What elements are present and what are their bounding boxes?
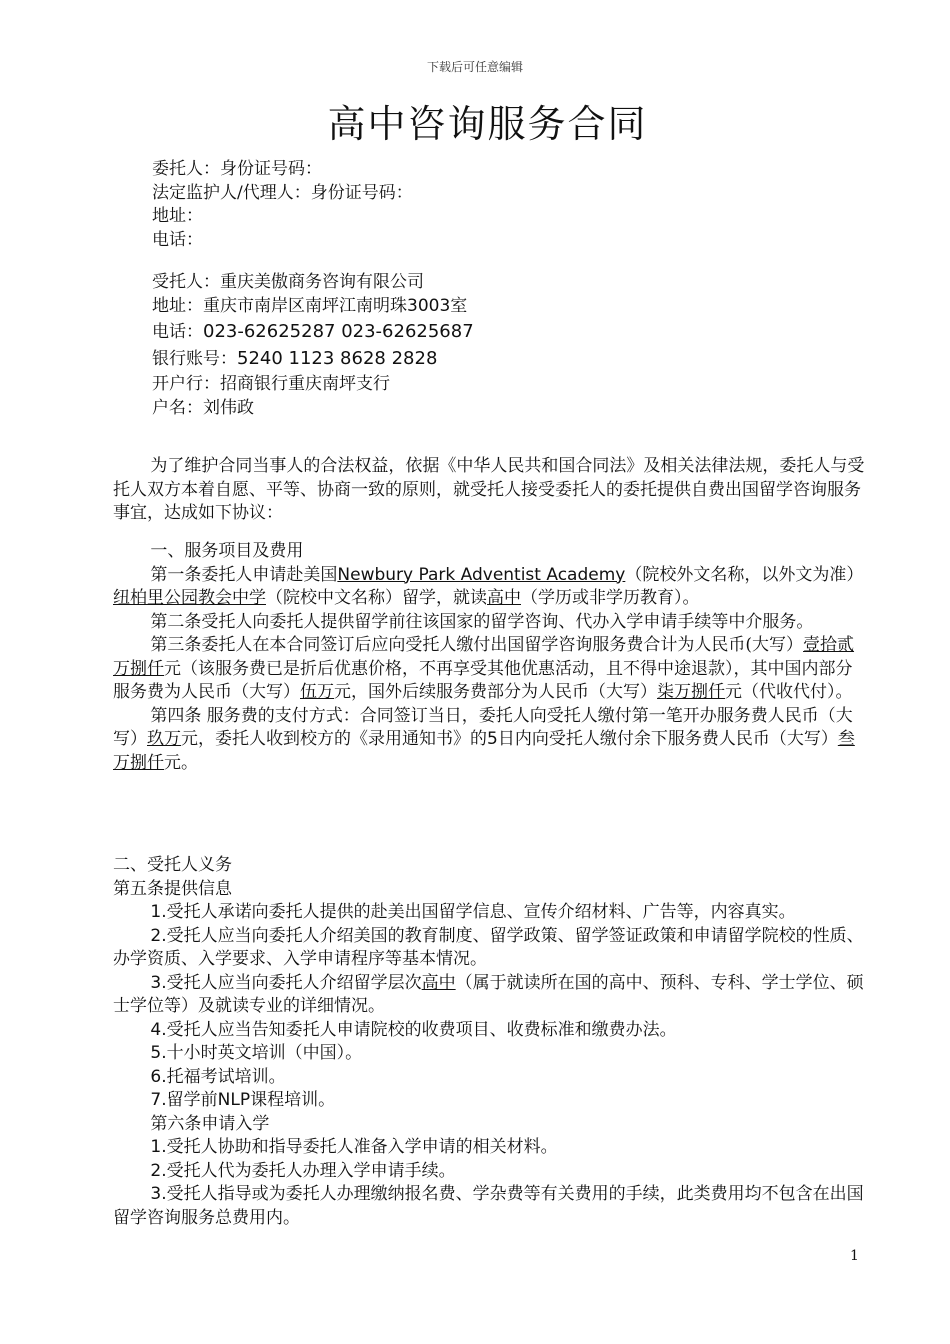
article-5-item-3 <box>113 972 865 1019</box>
article-6-title: 第六条申请入学 <box>150 1113 270 1134</box>
study-level: 高中 <box>421 972 456 993</box>
article-6-item-2 <box>113 1160 865 1184</box>
agent-room-number: 3003 <box>407 295 451 316</box>
article-1-text-d: （学历或非学历教育）。 <box>521 588 700 608</box>
agent-phone-label: 电话： <box>152 322 203 342</box>
agent-address-text: 地址：重庆市南岸区南坪江南明珠 <box>152 295 407 316</box>
item-number: 7. <box>150 1090 167 1110</box>
item-text: 十小时英文培训（中国）。 <box>166 1043 363 1063</box>
article-5-item-1 <box>113 901 865 925</box>
item-number: 4. <box>150 1019 167 1040</box>
article-1-text-b: （院校外文名称，以外文为准） <box>625 564 864 585</box>
article-3 <box>113 634 865 705</box>
article-1 <box>113 564 865 611</box>
client-address-line: 地址： <box>152 206 203 226</box>
article-5-item-4 <box>113 1019 865 1043</box>
agent-phone-value: 023-62625287 023-62625687 <box>203 321 474 342</box>
preamble-paragraph <box>113 455 865 526</box>
agent-address-line <box>152 295 474 319</box>
payment-days: 5 <box>487 729 498 749</box>
item-text: （属于就读所在国的高中、预科、专科、学士学位、硕士学位等）及就读专业的详细情况。 <box>113 972 864 1016</box>
article-1-text-c: （院校中文名称）留学，就读 <box>266 588 487 608</box>
header-note: 下载后可任意编辑 <box>426 60 523 74</box>
article-2: 第二条受托人向委托人提供留学前往该国家的留学咨询、代办入学申请手续等中介服务。 <box>150 611 814 632</box>
article-5-item-7 <box>113 1089 865 1113</box>
client-line: 委托人：身份证号码： <box>152 159 322 179</box>
article-4-text-d: 元。 <box>164 752 198 773</box>
client-phone-line: 电话： <box>152 229 203 250</box>
document-title: 高中咨询服务合同 <box>327 102 648 146</box>
item-text: 留学前 <box>166 1090 218 1110</box>
article-4-text-a: 第四条 服务费的支付方式：合同签订当日，委托人向受托人缴付第一笔开办服务费人民币（大写） <box>113 705 853 749</box>
domestic-fee-amount: 伍万 <box>300 682 334 702</box>
total-fee-amount: 壹拾贰万捌仟 <box>113 635 855 679</box>
item-number: 1. <box>150 1137 167 1157</box>
item-text: 受托人承诺向委托人提供的赴美出国留学信息、宣传介绍材料、广告等，内容真实。 <box>166 902 796 922</box>
article-3-text-a: 第三条委托人在本合同签订后应向受托人缴付出国留学咨询服务费合计为人民币(大写） <box>150 635 804 655</box>
item-text: 受托人代为委托人办理入学申请手续。 <box>166 1160 456 1181</box>
article-3-text-c: 元，国外后续服务费部分为人民币（大写） <box>334 682 657 702</box>
item-text: NLP <box>217 1090 251 1110</box>
item-text: 受托人应当向委托人介绍留学层次 <box>166 972 422 993</box>
agent-account-label: 银行账号： <box>152 348 237 369</box>
preamble-text: 为了维护合同当事人的合法权益，依据《中华人民共和国合同法》及相关法律法规，委托人与受托人双方本着自愿、平等、协商一致的原则，就受托人接受委托人的委托提供自费出国留学咨询服务事宜，达成如下协议： <box>113 456 865 523</box>
section-2-heading: 二、受托人义务 <box>113 855 232 875</box>
item-text: 受托人应当向委托人介绍美国的教育制度、留学政策、留学签证政策和申请留学院校的性质、办学资质、入学要求、入学申请程序等基本情况。 <box>113 925 864 969</box>
client-info <box>152 158 413 252</box>
item-text: 课程培训。 <box>250 1090 336 1110</box>
agent-phone-line <box>152 320 474 345</box>
item-text: 受托人协助和指导委托人准备入学申请的相关材料。 <box>166 1137 558 1157</box>
school-name-english: Newbury Park Adventist Academy <box>337 564 626 585</box>
item-text: 受托人应当告知委托人申请院校的收费项目、收费标准和缴费办法。 <box>166 1019 677 1040</box>
article-4-text-b: 元，委托人收到校方的《录用通知书》的 <box>181 729 487 749</box>
abroad-fee-amount: 柒万捌仟 <box>657 682 725 702</box>
item-text: 受托人指导或为委托人办理缴纳报名费、学杂费等有关费用的手续，此类费用均不包含在出国留学咨询服务总费用内。 <box>113 1184 864 1228</box>
agent-bank-line: 开户行：招商银行重庆南坪支行 <box>152 374 390 394</box>
article-4 <box>113 705 865 776</box>
item-text: 托福考试培训。 <box>166 1066 286 1087</box>
article-5-item-5 <box>113 1042 865 1066</box>
article-4-text-c: 日内向受托人缴付余下服务费人民币（大写） <box>497 729 838 749</box>
study-level: 高中 <box>487 588 521 608</box>
article-5-item-2 <box>113 925 865 972</box>
section-1-heading: 一、服务项目及费用 <box>150 541 304 561</box>
section-2 <box>113 854 865 1230</box>
agent-name-line: 受托人：重庆美傲商务咨询有限公司 <box>152 272 424 292</box>
item-number: 3. <box>150 972 167 993</box>
page-number: 1 <box>850 1248 859 1264</box>
guardian-line: 法定监护人/代理人：身份证号码： <box>152 182 413 203</box>
item-number: 1. <box>150 902 167 922</box>
remaining-payment-amount: 叁万捌仟 <box>113 729 855 773</box>
agent-holder-line: 户名：刘伟政 <box>152 397 254 418</box>
article-6-item-3 <box>113 1183 865 1230</box>
agent-account-value: 5240 1123 8628 2828 <box>237 347 438 369</box>
agent-account-line <box>152 347 474 372</box>
item-number: 6. <box>150 1066 167 1087</box>
article-1-text-a: 第一条委托人申请赴美国 <box>150 564 338 585</box>
article-3-text-d: 元（代收代付）。 <box>725 682 853 702</box>
item-number: 2. <box>150 1160 167 1181</box>
first-payment-amount: 玖万 <box>147 729 181 749</box>
agent-room-suffix: 室 <box>450 295 468 316</box>
article-5-item-6 <box>113 1066 865 1090</box>
article-5-title: 第五条提供信息 <box>113 878 232 899</box>
agent-info <box>152 271 474 420</box>
article-6-item-1 <box>113 1136 865 1160</box>
item-number: 2. <box>150 925 167 946</box>
school-name-chinese: 纽柏里公园教会中学 <box>113 588 266 608</box>
item-number: 5. <box>150 1043 167 1063</box>
item-number: 3. <box>150 1184 167 1204</box>
section-1 <box>113 540 865 775</box>
article-3-text-b: 元（该服务费已是折后优惠价格，不再享受其他优惠活动，且不得中途退款），其中国内部分服务费为人民币（大写） <box>113 658 853 702</box>
